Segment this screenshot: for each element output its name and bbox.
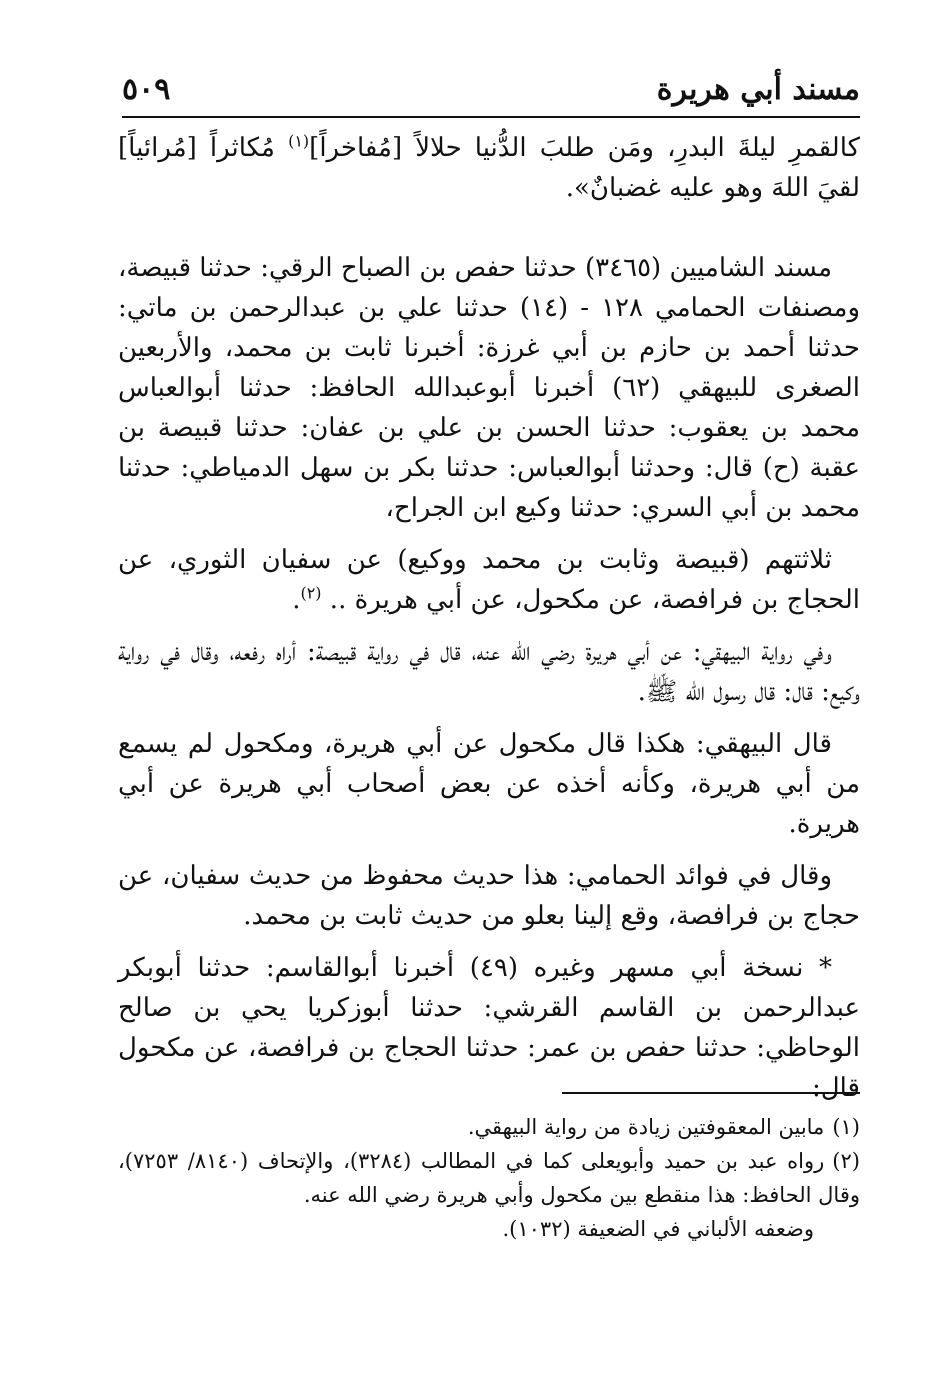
paragraph-hamami-comment: وقال في فوائد الحمامي: هذا حديث محفوظ من حديث سفيان، عن حجاج بن فرافصة، وقع إلينا بعلو من حديث ثابت بن محمد.	[118, 861, 860, 931]
text-segment: ثلاثتهم (قبيصة وثابت بن محمد ووكيع) عن سفيان الثوري، عن الحجاج بن فرافصة، عن مكحول، عن أبي هريرة ..	[118, 545, 860, 615]
paragraph-hadith-ending	[118, 128, 860, 208]
paragraph-isnad-sources: مسند الشاميين (٣٤٦٥) حدثنا حفص بن الصباح الرقي: حدثنا قبيصة، ومصنفات الحمامي ١٢٨ - (١٤) حدثنا علي بن عبدالرحمن بن ماتي: حدثنا أحمد بن حازم بن أبي غرزة: أخبرنا ثابت بن محمد، والأربعين الصغرى للبيهقي (٦٢) أخبرنا أبوعبدالله الحافظ: حدثنا أبوالعباس محمد بن يعقوب: حدثنا الحسن بن علي بن عفان: حدثنا قبيصة بن عقبة (ح) قال: وحدثنا أبوالعباس: حدثنا بكر بن سهل الدمياطي: حدثنا محمد بن أبي السري: حدثنا وكيع ابن الجراح،	[118, 253, 861, 523]
main-text	[118, 128, 860, 1120]
page-header	[122, 70, 860, 118]
paragraph-abu-mushir: * نسخة أبي مسهر وغيره (٤٩) أخبرنا أبوالقاسم: حدثنا أبوبكر عبدالرحمن بن القاسم القرشي: حدثنا أبوزكريا يحي بن صالح الوحاظي: حدثنا حفص بن عمر: حدثنا الحجاج بن فرافصة، عن مكحول قال:	[118, 953, 860, 1103]
footnote-text: رواه عبد بن حميد وأبويعلى كما في المطالب (٣٢٨٤)، والإتحاف (٨١٤٠/ ٧٢٥٣)، وقال الحافظ: هذا منقطع بين مكحول وأبي هريرة رضي الله عنه.	[118, 1149, 860, 1207]
page-number: ٥٠٩	[122, 72, 171, 107]
text-segment: .	[292, 585, 301, 615]
running-title: مسند أبي هريرة	[656, 72, 860, 107]
footnote-separator	[562, 1092, 860, 1094]
paragraph-thalathatuhum	[118, 540, 860, 620]
footnote-2-continuation: وضعفه الألباني في الضعيفة (١٠٣٢).	[502, 1217, 814, 1241]
footnote-number: (١)	[832, 1115, 860, 1139]
footnote-1	[118, 1110, 860, 1144]
text-segment: كالقمرِ ليلةَ البدرِ، ومَن طلبَ الدُّنيا حلالاً [مُفاخراً]	[309, 133, 860, 163]
header-rule	[122, 116, 860, 118]
text-segment: مُكاثراً [مُرائياً] لقيَ اللهَ وهو عليه غضبانٌ».	[118, 133, 860, 203]
footnote-marker-1: (١)	[288, 131, 310, 151]
footnotes	[118, 1110, 860, 1246]
footnote-marker-2: (٢)	[300, 583, 322, 603]
paragraph-bayhaqi-comment: قال البيهقي: هكذا قال مكحول عن أبي هريرة، ومكحول لم يسمع من أبي هريرة، وكأنه أخذه عن بعض أصحاب أبي هريرة عن أبي هريرة.	[118, 729, 860, 839]
paragraph-bayhaqi-narration: وفي رواية البيهقي: عن أبي هريرة رضي الله عنه، قال في رواية قبيصة: أراه رفعه، وقال في رواية وكيع: قال: قال رسول الله ﷺ.	[118, 637, 860, 707]
footnote-text: مابين المعقوفتين زيادة من رواية البيهقي.	[467, 1115, 825, 1139]
footnote-2	[118, 1144, 860, 1212]
footnote-number: (٢)	[832, 1149, 860, 1173]
